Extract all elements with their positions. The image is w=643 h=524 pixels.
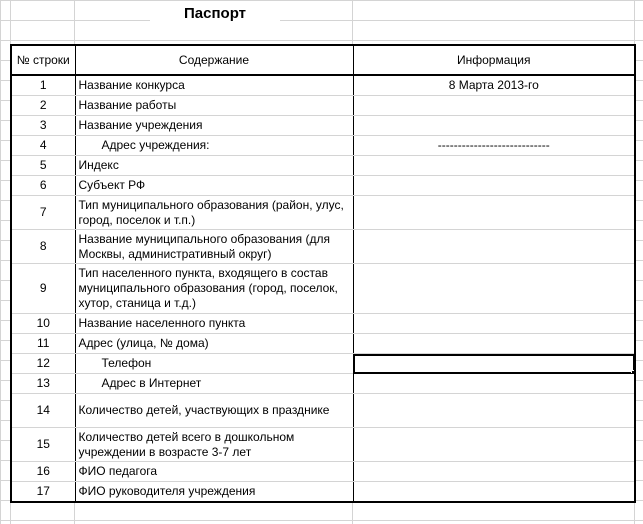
header-info[interactable]: Информация: [353, 45, 635, 75]
table-row: [11, 116, 635, 136]
table-row: [11, 264, 635, 314]
row-number-cell[interactable]: 1: [11, 75, 75, 96]
content-cell[interactable]: Адрес учреждения:: [75, 136, 353, 156]
row-number-cell[interactable]: 10: [11, 314, 75, 334]
table-row: [11, 196, 635, 230]
info-cell[interactable]: [353, 394, 635, 428]
row-number-cell[interactable]: 4: [11, 136, 75, 156]
info-cell[interactable]: [353, 428, 635, 462]
row-number-cell[interactable]: 3: [11, 116, 75, 136]
info-cell[interactable]: [353, 230, 635, 264]
info-cell[interactable]: [353, 482, 635, 503]
content-cell[interactable]: Тип муниципального образования (район, улус, город, поселок и т.п.): [75, 196, 353, 230]
info-cell[interactable]: [353, 314, 635, 334]
info-cell[interactable]: [353, 334, 635, 354]
row-number-cell[interactable]: 7: [11, 196, 75, 230]
content-cell[interactable]: Субъект РФ: [75, 176, 353, 196]
content-cell[interactable]: ФИО педагога: [75, 462, 353, 482]
passport-table: [10, 44, 636, 503]
table-row: [11, 96, 635, 116]
content-cell[interactable]: Индекс: [75, 156, 353, 176]
content-cell[interactable]: Тип населенного пункта, входящего в состав муниципального образования (город, поселок, хутор, станица и т.д.): [75, 264, 353, 314]
row-number-cell[interactable]: 2: [11, 96, 75, 116]
content-cell[interactable]: Название учреждения: [75, 116, 353, 136]
table-row: [11, 354, 635, 374]
row-number-cell[interactable]: 15: [11, 428, 75, 462]
row-number-cell[interactable]: 16: [11, 462, 75, 482]
content-cell[interactable]: Количество детей всего в дошкольном учреждении в возрасте 3-7 лет: [75, 428, 353, 462]
header-content[interactable]: Содержание: [75, 45, 353, 75]
table-row: [11, 374, 635, 394]
selected-info-cell[interactable]: [353, 354, 635, 374]
row-number-cell[interactable]: 8: [11, 230, 75, 264]
info-cell[interactable]: 8 Марта 2013-го: [353, 75, 635, 96]
info-cell[interactable]: [353, 264, 635, 314]
table-row: [11, 334, 635, 354]
info-cell[interactable]: [353, 196, 635, 230]
table-row: [11, 394, 635, 428]
content-cell[interactable]: Количество детей, участвующих в празднике: [75, 394, 353, 428]
table-row: [11, 482, 635, 503]
table-row: [11, 462, 635, 482]
row-number-cell[interactable]: 13: [11, 374, 75, 394]
table-row: [11, 75, 635, 96]
content-cell[interactable]: Название муниципального образования (для Москвы, административный округ): [75, 230, 353, 264]
page-title: Паспорт: [150, 4, 280, 24]
info-cell[interactable]: [353, 462, 635, 482]
table-row: [11, 314, 635, 334]
table-row: [11, 156, 635, 176]
info-cell[interactable]: [353, 156, 635, 176]
info-cell[interactable]: [353, 116, 635, 136]
content-cell[interactable]: Телефон: [75, 354, 353, 374]
info-cell[interactable]: ----------------------------: [353, 136, 635, 156]
info-cell[interactable]: [353, 374, 635, 394]
row-number-cell[interactable]: 9: [11, 264, 75, 314]
content-cell[interactable]: Адрес (улица, № дома): [75, 334, 353, 354]
table-header-row: [11, 45, 635, 75]
row-number-cell[interactable]: 11: [11, 334, 75, 354]
row-number-cell[interactable]: 6: [11, 176, 75, 196]
content-cell[interactable]: Название конкурса: [75, 75, 353, 96]
content-cell[interactable]: Название населенного пункта: [75, 314, 353, 334]
table-row: [11, 428, 635, 462]
content-cell[interactable]: Название работы: [75, 96, 353, 116]
info-cell[interactable]: [353, 176, 635, 196]
row-number-cell[interactable]: 5: [11, 156, 75, 176]
info-cell[interactable]: [353, 96, 635, 116]
row-number-cell[interactable]: 14: [11, 394, 75, 428]
content-cell[interactable]: Адрес в Интернет: [75, 374, 353, 394]
fill-handle[interactable]: [631, 370, 635, 374]
table-row: [11, 230, 635, 264]
table-row: [11, 136, 635, 156]
row-number-cell[interactable]: 17: [11, 482, 75, 503]
header-row-number[interactable]: № строки: [11, 45, 75, 75]
row-number-cell[interactable]: 12: [11, 354, 75, 374]
content-cell[interactable]: ФИО руководителя учреждения: [75, 482, 353, 503]
table-row: [11, 176, 635, 196]
